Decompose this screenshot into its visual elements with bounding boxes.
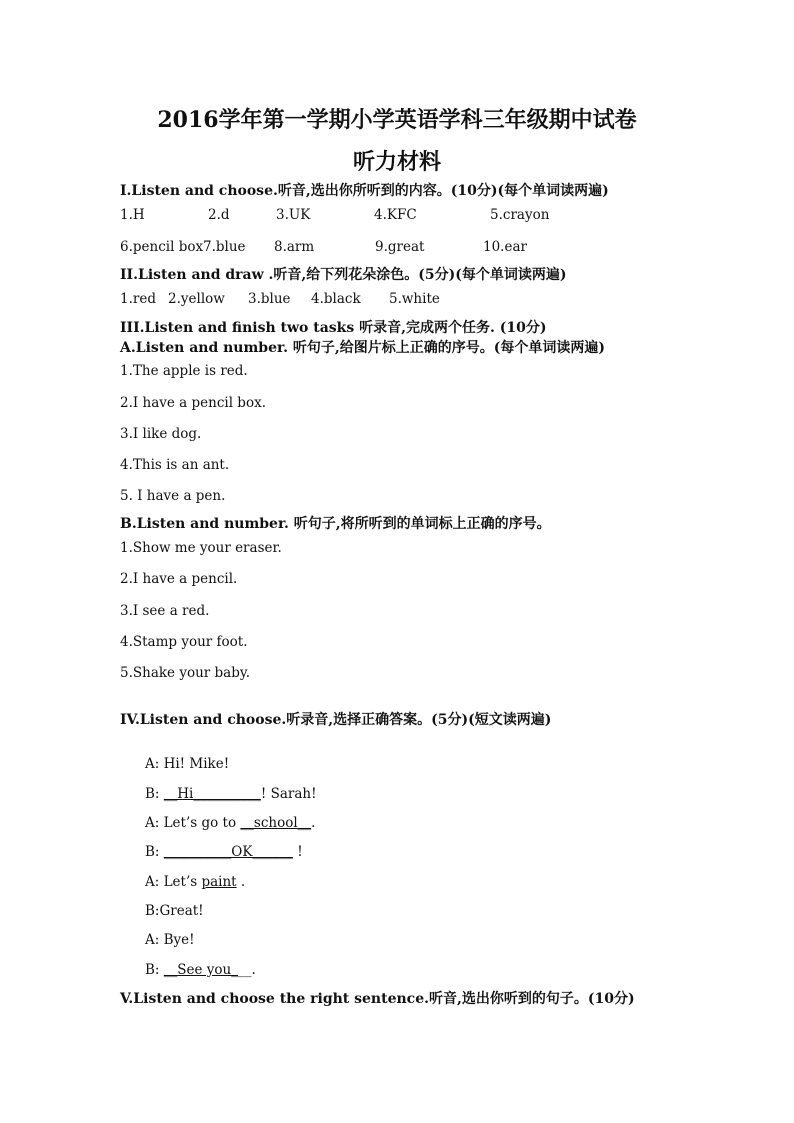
- dialogue-line: [145, 844, 303, 860]
- list-item: 7.blue: [203, 239, 246, 255]
- list-item: 2.yellow: [168, 291, 225, 307]
- dialogue-line: [145, 962, 256, 978]
- dialogue-speaker: B:: [145, 962, 164, 978]
- list-item: 4.KFC: [374, 207, 417, 223]
- dialogue-speaker: B:: [145, 786, 164, 802]
- dialogue-line: [145, 815, 315, 831]
- dialogue-text: ! Sarah!: [260, 786, 317, 802]
- dialogue-text: .: [236, 874, 246, 890]
- list-item: 10.ear: [483, 239, 527, 255]
- list-item: 1.red: [120, 291, 156, 307]
- answer-blank: __See you_: [163, 962, 238, 978]
- list-item: 3.I like dog.: [120, 426, 202, 442]
- list-item: 4.This is an ant.: [120, 457, 230, 473]
- list-item: 1.The apple is red.: [120, 363, 248, 379]
- dialogue-line: A: Hi! Mike!: [145, 756, 230, 772]
- page-subtitle: 听力材料: [352, 149, 441, 175]
- section-4-heading: IV.Listen and choose.听录音,选择正确答案。(5分)(短文读两遍): [120, 712, 552, 728]
- list-item: 6.pencil box: [120, 239, 204, 255]
- list-item: 5.crayon: [490, 207, 550, 223]
- section-2-heading: II.Listen and draw .听音,给下列花朵涂色。(5分)(每个单词读两遍): [120, 267, 567, 283]
- dialogue-text: .: [311, 815, 316, 831]
- list-item: 2.d: [208, 207, 230, 223]
- answer-blank: __Hi__________: [163, 786, 261, 802]
- dialogue-line: [145, 786, 317, 802]
- answer-blank: __school__: [240, 815, 312, 831]
- section-a-heading: A.Listen and number. 听句子,给图片标上正确的序号。(每个单词读两遍): [120, 340, 605, 356]
- list-item: 1.Show me your eraser.: [120, 540, 282, 556]
- dialogue-text: A: Let’s: [145, 874, 202, 890]
- dialogue-text: A: Let’s go to: [145, 815, 241, 831]
- answer-blank: paint: [201, 874, 237, 890]
- list-item: 4.black: [311, 291, 361, 307]
- dialogue-text: !: [292, 844, 303, 860]
- answer-blank: __________OK______: [163, 844, 293, 860]
- page-title: 2016学年第一学期小学英语学科三年级期中试卷: [157, 107, 637, 133]
- dialogue-line: [145, 874, 245, 890]
- list-item: 3.I see a red.: [120, 603, 210, 619]
- list-item: 2.I have a pencil box.: [120, 395, 266, 411]
- dialogue-text: __.: [237, 962, 256, 978]
- list-item: 4.Stamp your foot.: [120, 634, 248, 650]
- list-item: 1.H: [120, 207, 145, 223]
- list-item: 3.UK: [276, 207, 311, 223]
- section-1-heading: I.Listen and choose.听音,选出你所听到的内容。(10分)(每个单词读两遍): [120, 183, 609, 199]
- section-5-heading: V.Listen and choose the right sentence.听音,选出你听到的句子。(10分): [120, 991, 635, 1007]
- list-item: 5. I have a pen.: [120, 488, 226, 504]
- list-item: 9.great: [375, 239, 425, 255]
- list-item: 5.Shake your baby.: [120, 665, 250, 681]
- list-item: 3.blue: [248, 291, 291, 307]
- dialogue-line: B:Great!: [145, 903, 204, 919]
- list-item: 2.I have a pencil.: [120, 571, 238, 587]
- section-3-heading: III.Listen and finish two tasks 听录音,完成两个任务. (10分): [120, 320, 547, 336]
- list-item: 8.arm: [274, 239, 315, 255]
- dialogue-speaker: B:: [145, 844, 164, 860]
- list-item: 5.white: [389, 291, 440, 307]
- dialogue-line: A: Bye!: [145, 932, 195, 948]
- section-b-heading: B.Listen and number. 听句子,将所听到的单词标上正确的序号。: [120, 516, 551, 532]
